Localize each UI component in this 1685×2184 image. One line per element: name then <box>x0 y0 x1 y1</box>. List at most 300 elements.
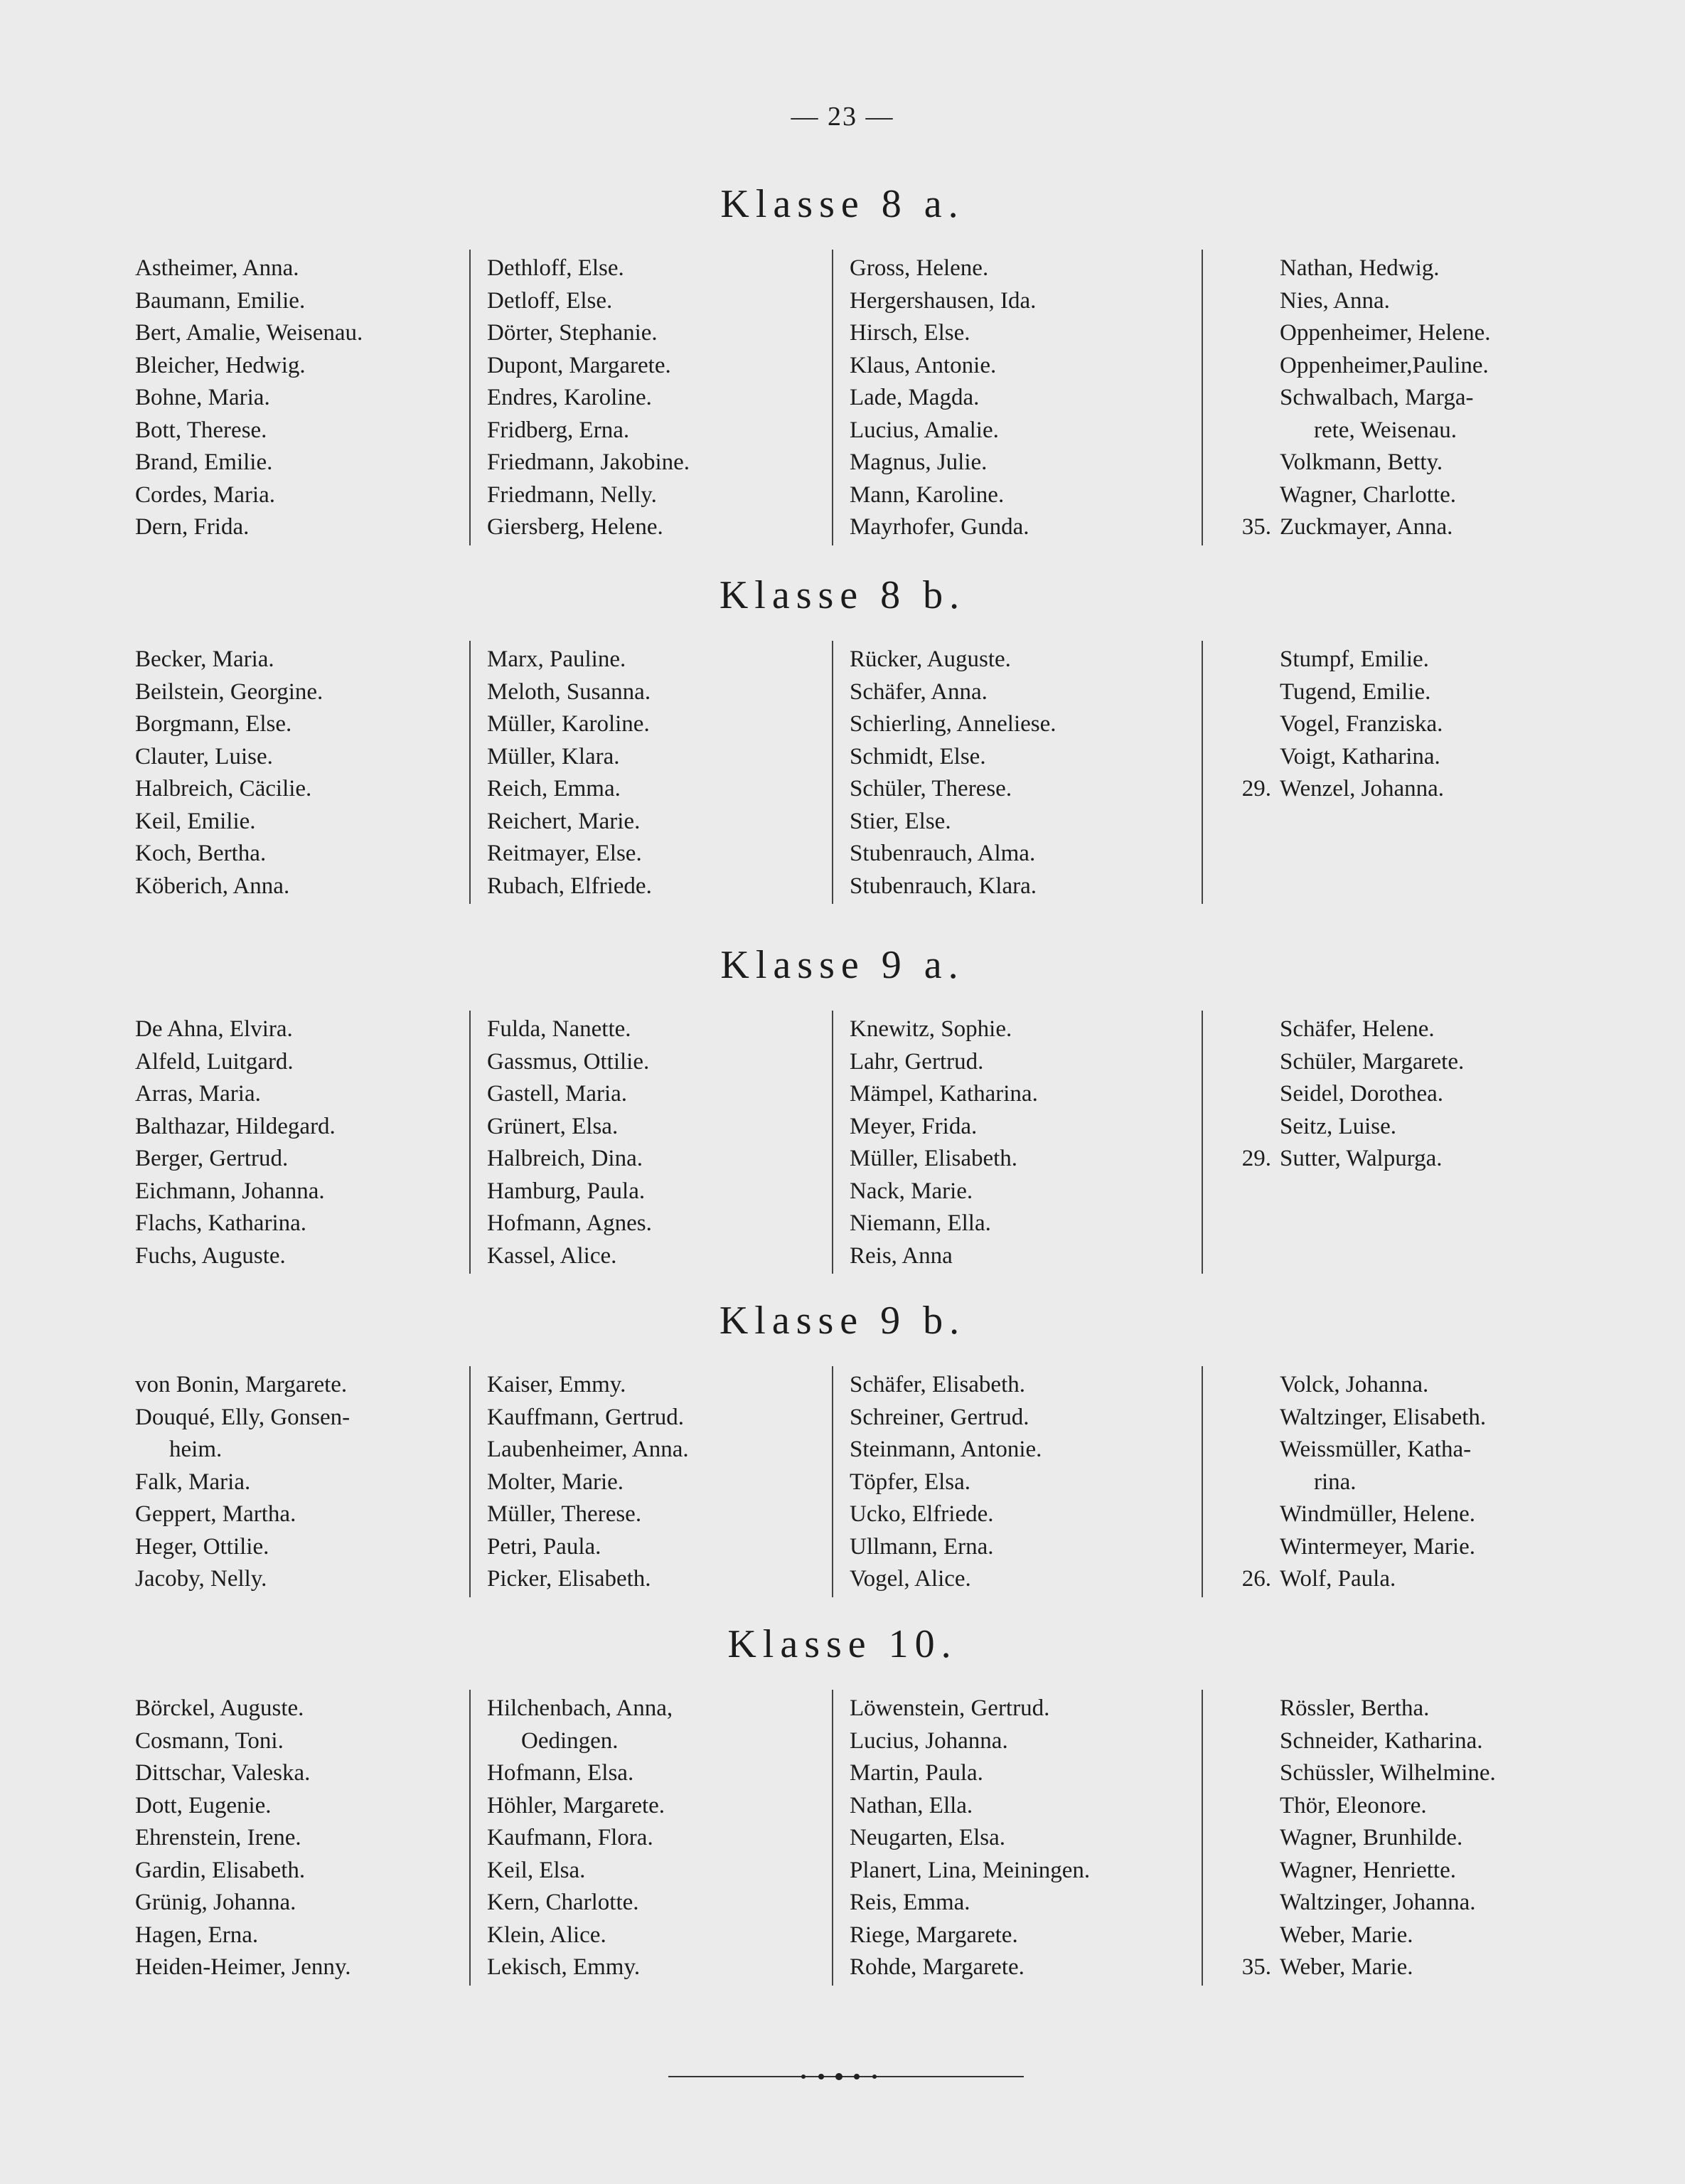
student-entry <box>487 415 690 447</box>
student-entry <box>487 285 690 318</box>
student-entry <box>135 479 363 512</box>
student-name: Volck, Johanna. <box>1280 1372 1429 1397</box>
student-name: Wolf, Paula. <box>1280 1566 1396 1592</box>
student-entry <box>135 1757 351 1790</box>
student-entry <box>850 1531 1042 1564</box>
closing-ornament <box>668 2071 1024 2082</box>
student-name: Rössler, Bertha. <box>1280 1695 1430 1721</box>
student-entry <box>135 350 363 383</box>
student-entry <box>487 1240 652 1273</box>
student-entry <box>1280 1466 1486 1499</box>
student-entry <box>135 1078 336 1111</box>
student-entry <box>487 350 690 383</box>
student-name: Vogel, Alice. <box>850 1566 971 1592</box>
student-entry <box>850 1790 1090 1823</box>
student-entry <box>1280 1402 1486 1434</box>
student-name: Dörter, Stephanie. <box>487 320 658 346</box>
section-title: Klasse 8 a. <box>720 182 965 226</box>
student-name: Hergershausen, Ida. <box>850 287 1037 314</box>
student-name: Dittschar, Valeska. <box>135 1760 311 1786</box>
student-entry <box>487 511 690 544</box>
student-entry <box>850 317 1036 350</box>
student-entry <box>135 644 323 676</box>
student-name: Friedmann, Nelly. <box>487 481 657 508</box>
student-name: Höhler, Margarete. <box>487 1792 665 1818</box>
student-name: Ehrenstein, Irene. <box>135 1825 301 1850</box>
student-name: Töpfer, Elsa. <box>850 1469 971 1495</box>
student-name: Gardin, Elisabeth. <box>135 1857 306 1883</box>
student-entry <box>135 708 323 741</box>
student-name: Schüler, Therese. <box>850 776 1012 801</box>
student-entry <box>487 1887 673 1919</box>
student-name: Hamburg, Paula. <box>487 1178 646 1204</box>
student-entry <box>135 1725 351 1758</box>
student-name: Wenzel, Johanna. <box>1280 776 1444 801</box>
student-name: Seidel, Dorothea. <box>1280 1081 1444 1107</box>
student-name: Köberich, Anna. <box>135 873 290 899</box>
class-count: 35. <box>1241 514 1271 540</box>
student-entry <box>1280 415 1490 447</box>
student-name: Halbreich, Cäcilie. <box>135 776 312 801</box>
student-entry <box>850 1951 1090 1984</box>
column-separator <box>469 1690 471 1986</box>
student-name: Planert, Lina, Meiningen. <box>850 1857 1091 1883</box>
student-entry <box>1280 1531 1486 1564</box>
student-entry <box>1280 676 1444 709</box>
student-name: Lade, Magda. <box>850 385 980 410</box>
student-name: Molter, Marie. <box>487 1469 624 1495</box>
name-column <box>135 1693 351 1984</box>
student-name: Schwalbach, Marga- <box>1280 385 1474 410</box>
student-name: Arras, Maria. <box>135 1081 261 1107</box>
student-entry <box>1280 741 1444 774</box>
student-entry <box>487 708 652 741</box>
section-title: Klasse 8 b. <box>719 573 966 617</box>
student-entry <box>850 1822 1090 1855</box>
student-name: Schierling, Anneliese. <box>850 711 1057 737</box>
student-name: rina. <box>1314 1469 1357 1495</box>
student-name: Klaus, Antonie. <box>850 352 997 378</box>
student-name: Wagner, Brunhilde. <box>1280 1825 1463 1850</box>
student-entry <box>850 1046 1038 1079</box>
student-entry <box>1280 1855 1496 1887</box>
student-entry <box>135 447 363 479</box>
student-entry <box>1241 1951 1496 1984</box>
column-separator <box>1202 641 1203 904</box>
student-name: Geppert, Martha. <box>135 1501 296 1527</box>
student-entry <box>135 1531 350 1564</box>
student-entry <box>135 1176 336 1208</box>
student-name: Grünert, Elsa. <box>487 1113 619 1139</box>
student-entry <box>1280 1369 1486 1402</box>
name-column <box>135 644 323 902</box>
student-name: Reis, Emma. <box>850 1890 970 1915</box>
student-name: Gross, Helene. <box>850 255 989 281</box>
student-entry <box>1280 285 1490 318</box>
student-name: Stubenrauch, Alma. <box>850 841 1036 866</box>
student-entry <box>487 1822 673 1855</box>
student-entry <box>487 479 690 512</box>
student-entry <box>135 1693 351 1725</box>
name-column <box>487 1013 652 1272</box>
student-name: Astheimer, Anna. <box>135 255 299 281</box>
student-name: Wagner, Henriette. <box>1280 1857 1456 1883</box>
student-name: Hofmann, Agnes. <box>487 1210 652 1236</box>
student-name: Berger, Gertrud. <box>135 1146 289 1171</box>
student-entry <box>1280 350 1490 383</box>
student-name: Schäfer, Anna. <box>850 678 988 705</box>
student-name: Nies, Anna. <box>1280 287 1390 314</box>
name-column <box>487 252 690 544</box>
student-entry <box>850 1563 1042 1596</box>
student-entry <box>487 806 652 838</box>
student-entry <box>850 838 1057 870</box>
section-title: Klasse 10. <box>727 1622 958 1666</box>
student-entry <box>135 1855 351 1887</box>
student-entry <box>850 1208 1038 1240</box>
student-entry <box>487 1078 652 1111</box>
student-name: Brand, Emilie. <box>135 449 273 475</box>
name-column <box>487 1369 689 1596</box>
student-name: Lucius, Amalie. <box>850 417 999 443</box>
student-entry <box>135 1434 350 1466</box>
name-column <box>135 252 363 544</box>
student-name: Löwenstein, Gertrud. <box>850 1695 1050 1721</box>
student-name: Kassel, Alice. <box>487 1242 617 1269</box>
student-name: Steinmann, Antonie. <box>850 1437 1042 1462</box>
student-name: Giersberg, Helene. <box>487 514 663 540</box>
student-entry <box>487 1790 673 1823</box>
column-separator <box>832 250 833 545</box>
student-name: Meloth, Susanna. <box>487 678 651 705</box>
student-entry <box>1280 479 1490 512</box>
student-name: Bohne, Maria. <box>135 385 270 410</box>
student-name: Fulda, Nanette. <box>487 1016 631 1042</box>
student-entry <box>487 1531 689 1564</box>
student-entry <box>850 1402 1042 1434</box>
student-entry <box>850 1434 1042 1466</box>
student-name: Stier, Else. <box>850 808 951 834</box>
student-name: Dupont, Margarete. <box>487 352 671 378</box>
section-title: Klasse 9 a. <box>720 943 965 987</box>
student-name: Heger, Ottilie. <box>135 1533 269 1560</box>
student-name: Weber, Marie. <box>1280 1922 1413 1948</box>
student-entry <box>1280 1498 1486 1531</box>
student-name: Grünig, Johanna. <box>135 1890 296 1915</box>
name-column <box>135 1013 336 1272</box>
student-entry <box>1280 1887 1496 1919</box>
student-name: Hilchenbach, Anna, <box>487 1695 673 1721</box>
student-name: von Bonin, Margarete. <box>135 1372 348 1397</box>
student-name: Rohde, Margarete. <box>850 1954 1025 1980</box>
student-entry <box>135 317 363 350</box>
class-count: 35. <box>1241 1954 1271 1980</box>
student-entry <box>850 1693 1090 1725</box>
student-name: Balthazar, Hildegard. <box>135 1113 336 1139</box>
student-name: Müller, Karoline. <box>487 711 650 737</box>
student-entry <box>1280 644 1444 676</box>
name-column <box>1241 1013 1465 1176</box>
column-separator <box>469 641 471 904</box>
student-entry <box>850 1240 1038 1273</box>
student-entry <box>850 1111 1038 1144</box>
student-entry <box>850 1919 1090 1952</box>
student-entry <box>135 1111 336 1144</box>
student-name: Lahr, Gertrud. <box>850 1048 984 1075</box>
class-count: 29. <box>1241 776 1271 801</box>
student-name: Schäfer, Elisabeth. <box>850 1372 1026 1397</box>
student-name: Alfeld, Luitgard. <box>135 1048 294 1075</box>
student-entry <box>850 382 1036 415</box>
student-entry <box>1241 1143 1464 1176</box>
student-name: Detloff, Else. <box>487 287 613 314</box>
student-entry <box>1280 1046 1464 1079</box>
student-name: Volkmann, Betty. <box>1280 449 1443 475</box>
student-name: Kaiser, Emmy. <box>487 1372 626 1397</box>
student-name: Ucko, Elfriede. <box>850 1501 994 1527</box>
student-entry <box>850 1887 1090 1919</box>
student-name: Oppenheimer,Pauline. <box>1280 352 1489 378</box>
student-entry <box>135 806 323 838</box>
student-name: Schneider, Katharina. <box>1280 1727 1483 1754</box>
student-name: Laubenheimer, Anna. <box>487 1437 689 1462</box>
student-entry <box>850 1013 1038 1046</box>
student-name: Petri, Paula. <box>487 1533 601 1560</box>
student-name: Nathan, Ella. <box>850 1792 973 1818</box>
student-entry <box>135 511 363 544</box>
student-entry <box>1280 1919 1496 1952</box>
student-name: Fridberg, Erna. <box>487 417 630 443</box>
student-name: Dott, Eugenie. <box>135 1792 272 1818</box>
student-name: Voigt, Katharina. <box>1280 743 1440 769</box>
student-name: Gastell, Maria. <box>487 1081 628 1107</box>
student-entry <box>850 1757 1090 1790</box>
student-entry <box>850 741 1057 774</box>
student-name: Schäfer, Helene. <box>1280 1016 1435 1042</box>
student-entry <box>135 1822 351 1855</box>
student-entry <box>850 806 1057 838</box>
student-entry <box>135 838 323 870</box>
student-name: Waltzinger, Elisabeth. <box>1280 1404 1487 1430</box>
student-entry <box>135 252 363 285</box>
student-entry <box>850 285 1036 318</box>
student-name: Vogel, Franziska. <box>1280 711 1443 737</box>
name-column <box>850 1013 1038 1272</box>
student-name: Schüssler, Wilhelmine. <box>1280 1760 1496 1786</box>
student-name: Neugarten, Elsa. <box>850 1825 1005 1850</box>
student-entry <box>135 1143 336 1176</box>
student-entry <box>850 1498 1042 1531</box>
student-entry <box>487 1693 673 1725</box>
student-name: Magnus, Julie. <box>850 449 988 475</box>
name-column <box>1241 252 1491 544</box>
student-entry <box>850 479 1036 512</box>
student-entry <box>1241 1563 1486 1596</box>
student-name: Windmüller, Helene. <box>1280 1501 1476 1527</box>
student-name: Schreiner, Gertrud. <box>850 1404 1029 1430</box>
student-name: Oedingen. <box>521 1727 619 1754</box>
student-name: Stumpf, Emilie. <box>1280 646 1429 672</box>
student-entry <box>1280 1725 1496 1758</box>
student-name: Marx, Pauline. <box>487 646 626 672</box>
student-entry <box>1280 447 1490 479</box>
student-name: Mämpel, Katharina. <box>850 1081 1038 1107</box>
student-name: Becker, Maria. <box>135 646 274 672</box>
student-name: Weber, Marie. <box>1280 1954 1413 1980</box>
student-name: Reis, Anna <box>850 1242 953 1269</box>
student-name: Riege, Margarete. <box>850 1922 1018 1948</box>
student-name: Nathan, Hedwig. <box>1280 255 1440 281</box>
student-entry <box>487 1143 652 1176</box>
student-name: Waltzinger, Johanna. <box>1280 1890 1476 1915</box>
student-name: Stubenrauch, Klara. <box>850 873 1037 899</box>
section-title: Klasse 9 b. <box>719 1299 966 1343</box>
student-entry <box>487 1466 689 1499</box>
student-entry <box>1280 317 1490 350</box>
student-entry <box>487 870 652 903</box>
student-name: Keil, Elsa. <box>487 1857 586 1883</box>
student-entry <box>487 1111 652 1144</box>
student-name: Kauffmann, Gertrud. <box>487 1404 685 1430</box>
student-name: Bert, Amalie, Weisenau. <box>135 320 363 346</box>
student-name: Zuckmayer, Anna. <box>1280 514 1453 540</box>
student-name: Heiden-Heimer, Jenny. <box>135 1954 351 1980</box>
student-entry <box>1280 708 1444 741</box>
student-name: Lucius, Johanna. <box>850 1727 1008 1754</box>
student-entry <box>487 1855 673 1887</box>
student-entry <box>487 1208 652 1240</box>
student-entry <box>135 415 363 447</box>
student-entry <box>1280 252 1490 285</box>
student-name: Borgmann, Else. <box>135 711 292 737</box>
name-column <box>850 1693 1090 1984</box>
student-name: Endres, Karoline. <box>487 385 652 410</box>
student-name: Tugend, Emilie. <box>1280 678 1431 705</box>
student-name: Schüler, Margarete. <box>1280 1048 1465 1075</box>
student-entry <box>487 1757 673 1790</box>
student-name: Sutter, Walpurga. <box>1280 1146 1443 1171</box>
student-entry <box>1241 773 1444 806</box>
student-name: Mann, Karoline. <box>850 481 1005 508</box>
column-separator <box>832 1366 833 1597</box>
student-name: Oppenheimer, Helene. <box>1280 320 1491 346</box>
student-name: Dethloff, Else. <box>487 255 624 281</box>
student-name: Dern, Frida. <box>135 514 250 540</box>
student-entry <box>850 511 1036 544</box>
student-name: Eichmann, Johanna. <box>135 1178 325 1204</box>
column-separator <box>1202 1690 1203 1986</box>
student-entry <box>850 1143 1038 1176</box>
student-name: Keil, Emilie. <box>135 808 256 834</box>
student-entry <box>135 1563 350 1596</box>
page-number: — 23 — <box>791 102 894 132</box>
student-entry <box>487 1919 673 1952</box>
student-entry <box>135 1046 336 1079</box>
student-entry <box>135 741 323 774</box>
student-name: Friedmann, Jakobine. <box>487 449 690 475</box>
student-name: Kaufmann, Flora. <box>487 1825 653 1850</box>
student-entry <box>135 1240 336 1273</box>
student-entry <box>487 1498 689 1531</box>
student-entry <box>487 317 690 350</box>
student-name: Wintermeyer, Marie. <box>1280 1533 1475 1560</box>
student-name: Cosmann, Toni. <box>135 1727 284 1754</box>
name-column <box>1241 1369 1487 1596</box>
student-entry <box>1280 1434 1486 1466</box>
class-count: 29. <box>1241 1146 1271 1171</box>
student-entry <box>135 676 323 709</box>
student-name: Reich, Emma. <box>487 776 621 801</box>
student-entry <box>487 644 652 676</box>
student-entry <box>487 741 652 774</box>
student-name: Falk, Maria. <box>135 1469 251 1495</box>
student-entry <box>850 870 1057 903</box>
column-separator <box>469 1366 471 1597</box>
student-entry <box>135 1951 351 1984</box>
student-name: Weissmüller, Katha- <box>1280 1437 1472 1462</box>
student-name: Hirsch, Else. <box>850 320 970 346</box>
student-entry <box>850 1725 1090 1758</box>
student-name: Klein, Alice. <box>487 1922 606 1948</box>
student-entry <box>487 1434 689 1466</box>
student-name: Schmidt, Else. <box>850 743 986 769</box>
student-name: Picker, Elisabeth. <box>487 1566 651 1592</box>
student-entry <box>487 382 690 415</box>
student-entry <box>135 1498 350 1531</box>
student-name: Kern, Charlotte. <box>487 1890 639 1915</box>
name-column <box>487 644 652 902</box>
student-entry <box>1280 1693 1496 1725</box>
student-entry <box>1280 1111 1464 1144</box>
student-entry <box>850 1369 1042 1402</box>
student-entry <box>487 1725 673 1758</box>
student-name: Cordes, Maria. <box>135 481 276 508</box>
student-entry <box>487 773 652 806</box>
student-entry <box>135 870 323 903</box>
column-separator <box>469 250 471 545</box>
student-entry <box>850 1855 1090 1887</box>
student-name: Knewitz, Sophie. <box>850 1016 1012 1042</box>
student-entry <box>135 1466 350 1499</box>
name-column <box>487 1693 673 1984</box>
student-name: Börckel, Auguste. <box>135 1695 304 1721</box>
student-entry <box>135 1369 350 1402</box>
student-entry <box>850 252 1036 285</box>
student-name: Bott, Therese. <box>135 417 267 443</box>
student-entry <box>1280 1013 1464 1046</box>
student-name: Koch, Bertha. <box>135 841 267 866</box>
student-name: Ullmann, Erna. <box>850 1533 994 1560</box>
student-entry <box>850 1078 1038 1111</box>
student-entry <box>850 350 1036 383</box>
student-entry <box>850 415 1036 447</box>
student-entry <box>850 1466 1042 1499</box>
student-entry <box>135 1919 351 1952</box>
student-name: Hofmann, Elsa. <box>487 1760 634 1786</box>
student-entry <box>1280 382 1490 415</box>
column-separator <box>1202 1366 1203 1597</box>
name-column <box>850 1369 1042 1596</box>
student-entry <box>850 1176 1038 1208</box>
student-name: Fuchs, Auguste. <box>135 1242 286 1269</box>
name-column <box>1241 1693 1496 1984</box>
student-entry <box>487 1176 652 1208</box>
student-name: Hagen, Erna. <box>135 1922 259 1948</box>
student-name: Reichert, Marie. <box>487 808 641 834</box>
student-name: Wagner, Charlotte. <box>1280 481 1457 508</box>
student-name: Meyer, Frida. <box>850 1113 978 1139</box>
student-entry <box>135 1402 350 1434</box>
